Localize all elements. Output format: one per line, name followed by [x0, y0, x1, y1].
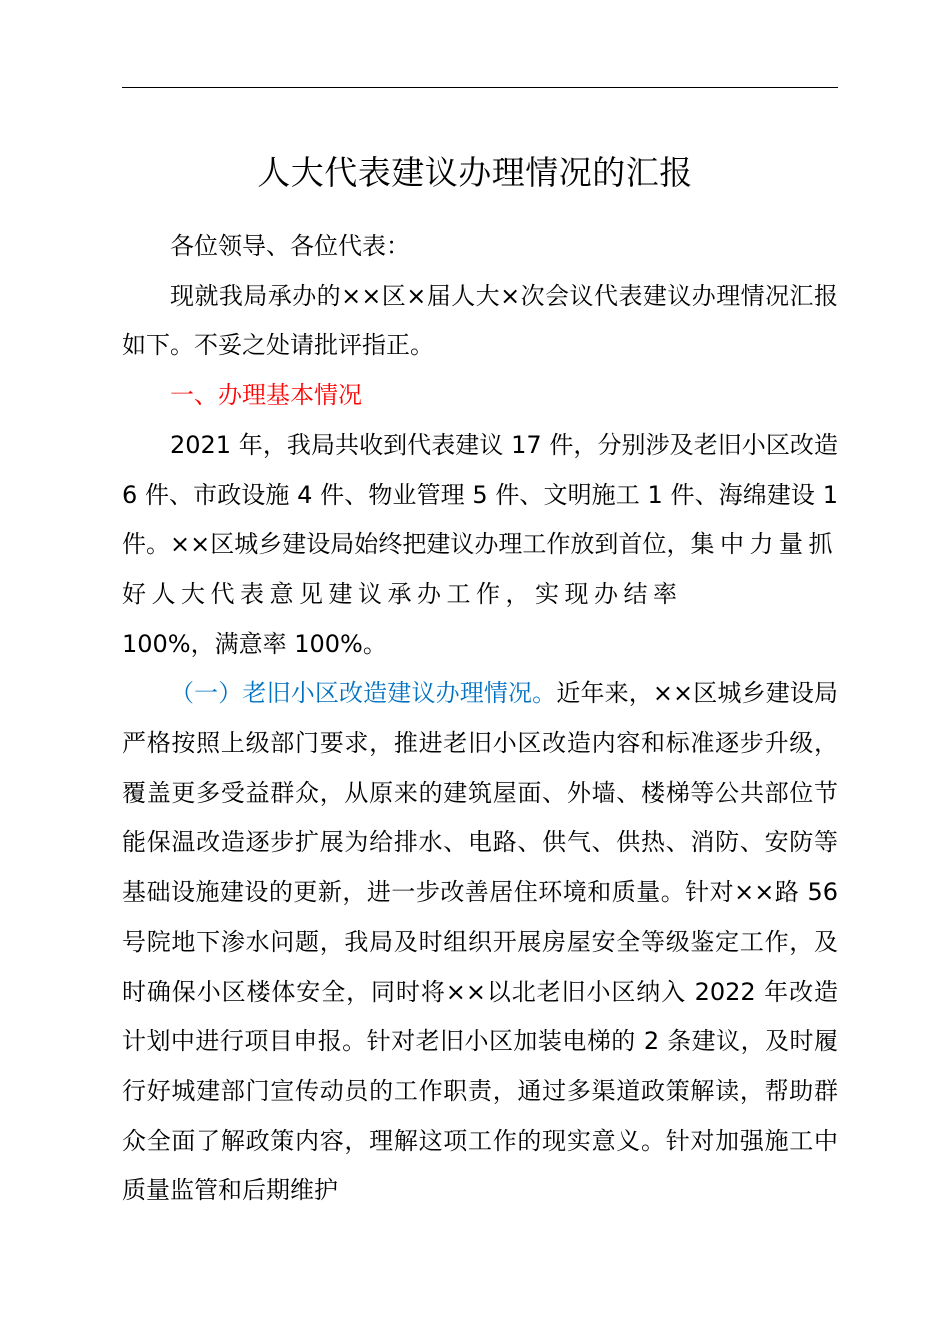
- document-body: [122, 222, 838, 1216]
- subsection-heading: （一）老旧小区改造建议办理情况。: [170, 679, 557, 708]
- intro-paragraph: 现就我局承办的××区×届人大×次会议代表建议办理情况汇报如下。不妥之处请批评指正。: [122, 281, 838, 360]
- document-title: 人大代表建议办理情况的汇报: [257, 153, 693, 192]
- section-paragraph-end: 100%，满意率 100%。: [122, 629, 387, 658]
- salutation: 各位领导、各位代表：: [170, 232, 410, 260]
- subsection-body: 近年来，××区城乡建设局严格按照上级部门要求，推进老旧小区改造内容和标准逐步升级，覆盖更多受益群众，从原来的建筑屋面、外墙、楼梯等公共部位节能保温改造逐步扩展为给排水、电路、供气、供热、消防、安防等基础设施建设的更新，进一步改善居住环境和质量。针对××路 56 号院地下渗水问题，我局及时组织开展房屋安全等级鉴定工作，及时确保小区楼体安全，同时将××以北老旧小区纳入 2022 年改造计划中进行项目申报。针对老旧小区加装电梯的 2 条建议，及时履行好城建部门宣传动员的工作职责，通过多渠道政策解读，帮助群众全面了解政策内容，理解这项工作的现实意义。针对加强施工中质量监管和后期维护: [122, 679, 839, 1205]
- header-rule: [122, 87, 838, 88]
- section-paragraph: [122, 421, 838, 670]
- section-paragraph-spaced-line: 集中力量抓好人大代表意见建议承办工作，实现办结率: [122, 530, 839, 608]
- subsection-paragraph: [122, 669, 838, 1216]
- section-heading: 一、办理基本情况: [170, 381, 362, 410]
- section-paragraph-text: 2021 年，我局共收到代表建议 17 件，分别涉及老旧小区改造 6 件、市政设施 4 件、物业管理 5 件、文明施工 1 件、海绵建设 1 件。××区城乡建设局始终把建议办理工作放到首位，: [122, 430, 838, 559]
